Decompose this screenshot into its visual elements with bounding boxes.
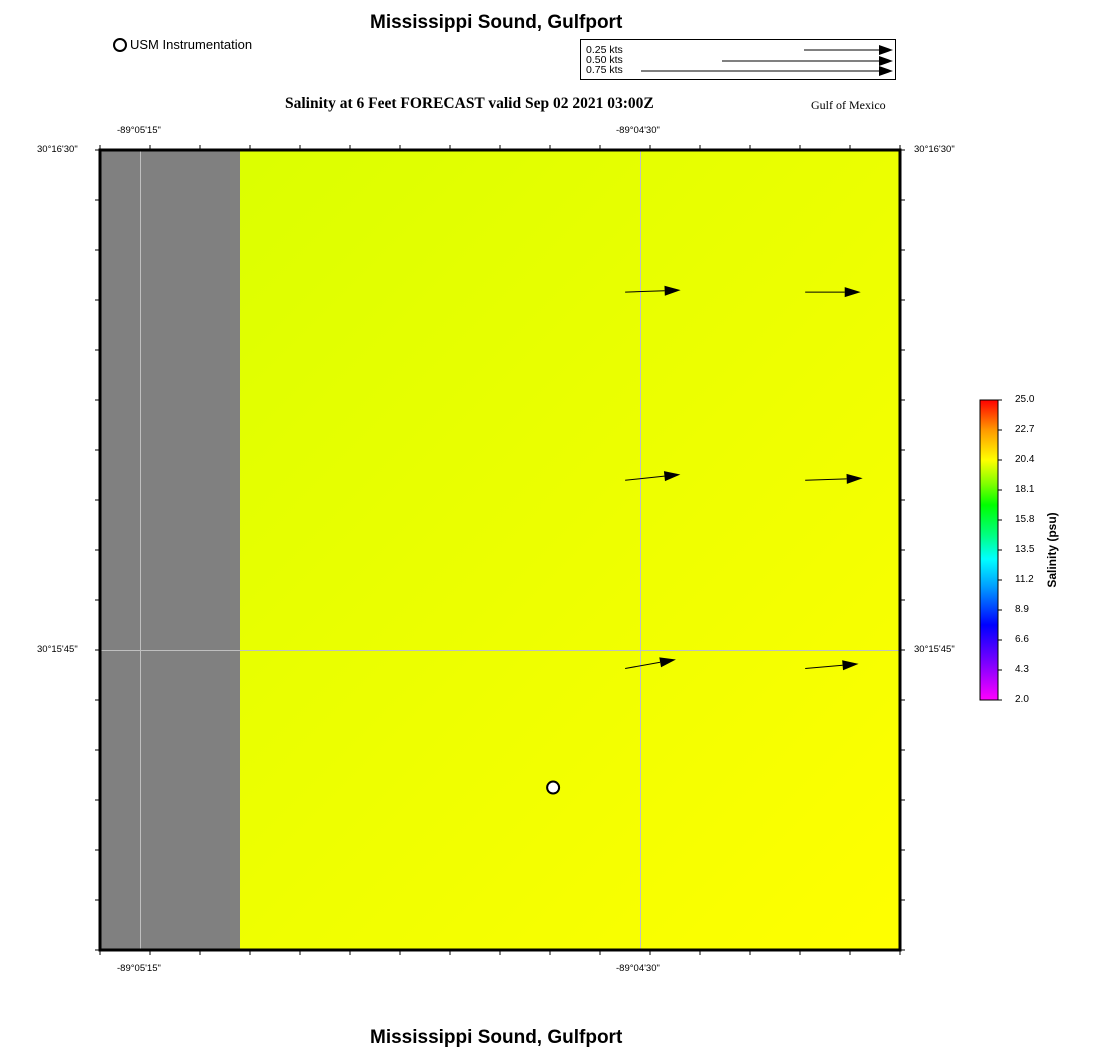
colorbar-tick-label: 22.7 [1015,424,1035,435]
speed-label-025: 0.25 kts [586,44,623,56]
usm-station-marker[interactable] [547,782,559,794]
map-subtitle: Salinity at 6 Feet FORECAST valid Sep 02 2021 03:00Z [285,95,654,112]
speed-arrow-050-head [879,56,893,66]
colorbar-ticks [998,400,1002,700]
colorbar-tick-label: 13.5 [1015,544,1035,555]
colorbar-tick-label: 6.6 [1015,634,1029,645]
colorbar-title: Salinity (psu) [1045,512,1059,588]
colorbar-tick-label: 15.8 [1015,514,1035,525]
speed-arrow-075-head [879,66,893,76]
colorbar-tick-label: 4.3 [1015,664,1029,675]
speed-label-050: 0.50 kts [586,54,623,66]
lon-label-top-1: -89°05'15" [117,125,161,136]
current-speed-scale [580,39,896,80]
lon-label-top-2: -89°04'30" [616,125,660,136]
colorbar-tick-label: 8.9 [1015,604,1029,615]
colorbar-tick-label: 11.2 [1015,574,1034,585]
station-legend-label: USM Instrumentation [130,37,253,52]
colorbar-tick-label: 25.0 [1015,394,1035,405]
lon-label-bottom-2: -89°04'30" [616,963,660,974]
lat-label-right-2: 30°15'45" [914,644,955,655]
colorbar-tick-label: 18.1 [1015,484,1035,495]
speed-arrow-025-head [879,45,893,55]
speed-scale-arrows [581,40,895,79]
page-title: Mississippi Sound, Gulfport [370,12,623,33]
speed-label-075: 0.75 kts [586,64,623,76]
lon-label-bottom-1: -89°05'15" [117,963,161,974]
land-area [100,150,240,950]
station-marker-icon [113,38,127,52]
footer-title: Mississippi Sound, Gulfport [370,1027,623,1048]
region-label: Gulf of Mexico [811,98,886,112]
lat-label-left-2: 30°15'45" [37,644,78,655]
lat-label-right-1: 30°16'30" [914,144,955,155]
station-legend [113,37,252,52]
colorbar-gradient [980,400,998,700]
salinity-map [90,140,912,960]
colorbar-tick-label: 20.4 [1015,454,1035,465]
lat-label-left-1: 30°16'30" [37,144,78,155]
colorbar-tick-label: 2.0 [1015,694,1029,705]
